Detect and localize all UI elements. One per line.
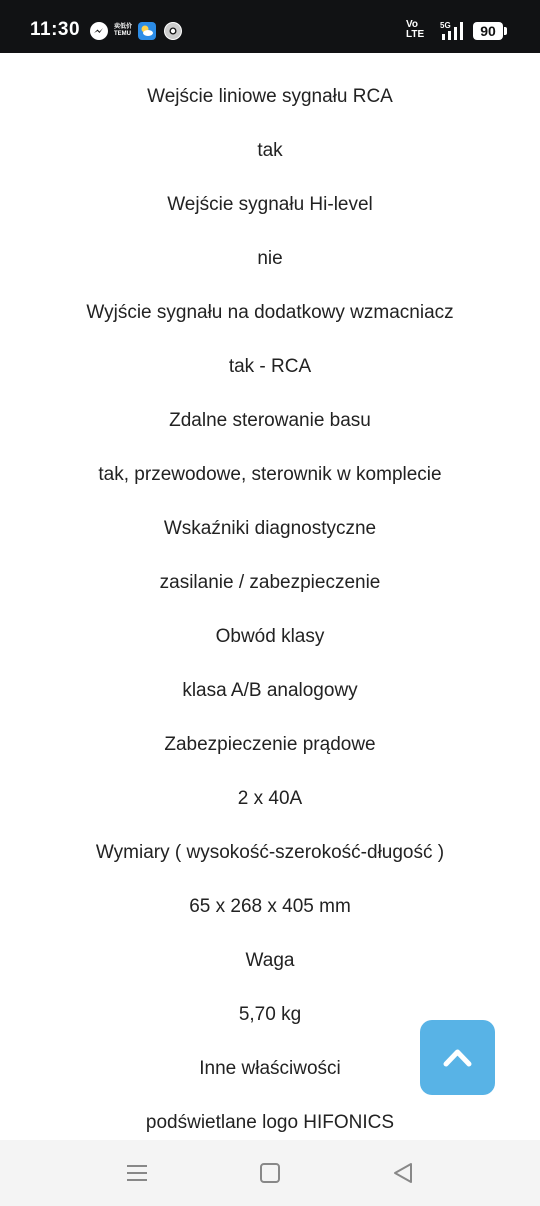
chrome-icon <box>164 22 182 40</box>
temu-icon: 卖低价 TEMU <box>114 24 133 37</box>
spec-label: Obwód klasy <box>215 626 325 647</box>
spec-value: tak <box>257 140 283 161</box>
spec-value: zasilanie / zabezpieczenie <box>159 572 381 593</box>
home-icon[interactable] <box>257 1160 283 1186</box>
spec-label: Wejście sygnału Hi-level <box>167 194 373 215</box>
spec-value: nie <box>257 248 283 269</box>
spec-value: 5,70 kg <box>238 1004 302 1025</box>
spec-label: Wyjście sygnału na dodatkowy wzmacniacz <box>86 302 454 323</box>
spec-value: tak, przewodowe, sterownik w komplecie <box>98 464 442 485</box>
spec-label: Inne właściwości <box>199 1058 341 1079</box>
spec-label: Zabezpieczenie prądowe <box>164 734 376 755</box>
spec-list <box>0 53 540 1140</box>
spec-label: Zdalne sterowanie basu <box>169 410 371 431</box>
spec-value: podświetlane logo HIFONICS <box>145 1112 395 1133</box>
battery-icon: 90 <box>473 22 503 40</box>
spec-label: Wymiary ( wysokość-szerokość-długość ) <box>95 842 445 863</box>
chevron-up-icon <box>442 1042 473 1073</box>
spec-value: 2 x 40A <box>237 788 303 809</box>
signal-5g-icon <box>440 20 466 40</box>
scroll-to-top-button[interactable] <box>420 1020 495 1095</box>
system-navigation-bar <box>0 1140 540 1206</box>
spec-label: Wejście liniowe sygnału RCA <box>147 86 393 107</box>
status-bar <box>0 0 540 53</box>
clock: 11:30 <box>30 19 81 40</box>
spec-label: Waga <box>245 950 295 971</box>
spec-value: tak - RCA <box>228 356 312 377</box>
weather-icon <box>138 22 156 40</box>
back-icon[interactable] <box>390 1160 416 1186</box>
spec-value: klasa A/B analogowy <box>182 680 358 701</box>
spec-label: Wskaźniki diagnostyczne <box>163 518 377 539</box>
messenger-icon <box>90 22 108 40</box>
recent-apps-icon[interactable] <box>124 1160 150 1186</box>
svg-text:5G: 5G <box>440 21 451 30</box>
spec-value: 65 x 268 x 405 mm <box>189 896 351 917</box>
battery-tip <box>504 27 507 35</box>
volte-indicator: Vo LTE <box>406 19 425 40</box>
